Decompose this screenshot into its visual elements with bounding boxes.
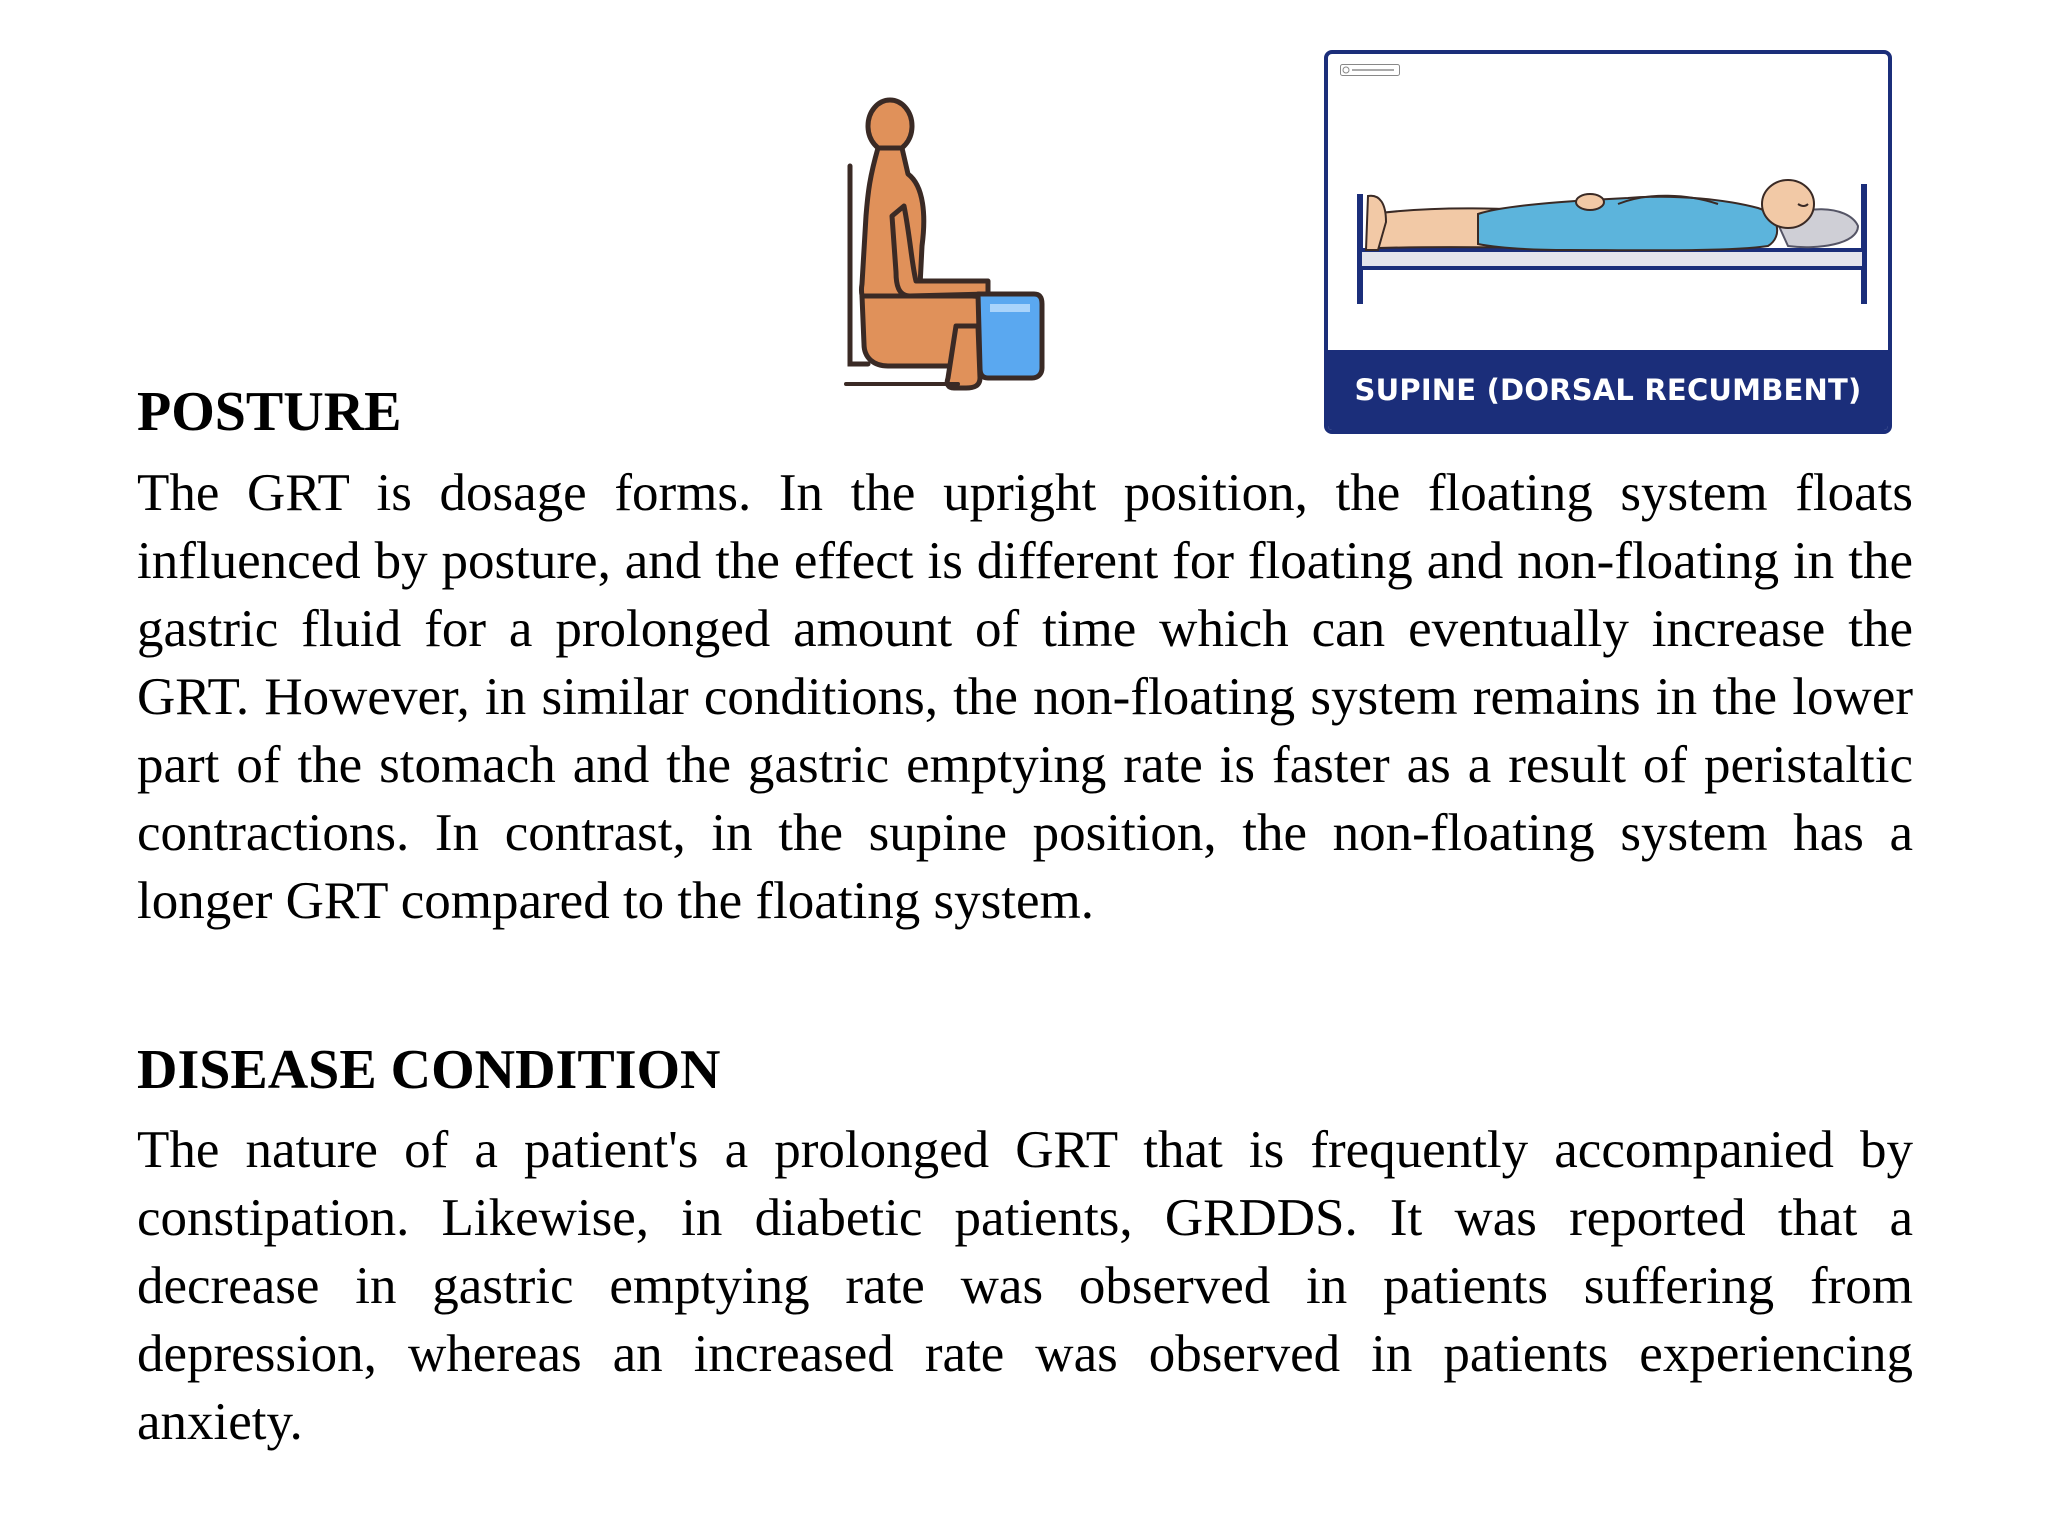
posture-paragraph: The GRT is dosage forms. In the upright position, the floating system floats influenced by posture, and the effect is different for floating and non-floating in the gastric fluid for a prolonged amount of time which can eventually increase the GRT. However, in similar conditions, the non-floating system remains in the lower part of the stomach and the gastric emptying rate is faster as a result of peristaltic contractions. In contrast, in the supine position, the non-floating system has a longer GRT compared to the floating system. [137,464,1913,930]
posture-heading: POSTURE [137,381,402,443]
disease-condition-heading: DISEASE CONDITION [137,1039,721,1101]
sitting-figure-icon [838,96,1048,391]
sitting-upright-illustration [838,96,1048,391]
supine-position-card [1324,50,1892,434]
supine-caption: SUPINE (DORSAL RECUMBENT) [1328,350,1888,430]
disease-condition-paragraph: The nature of a patient's a prolonged GRT that is frequently accompanied by constipation. Likewise, in diabetic patients, GRDDS. It was reported that a decrease in gastric emptying rate was observed in patients suffering from depression, whereas an increased rate was observed in patients experiencing anxiety. [137,1121,1913,1451]
supine-patient-on-bed-icon [1328,54,1888,354]
